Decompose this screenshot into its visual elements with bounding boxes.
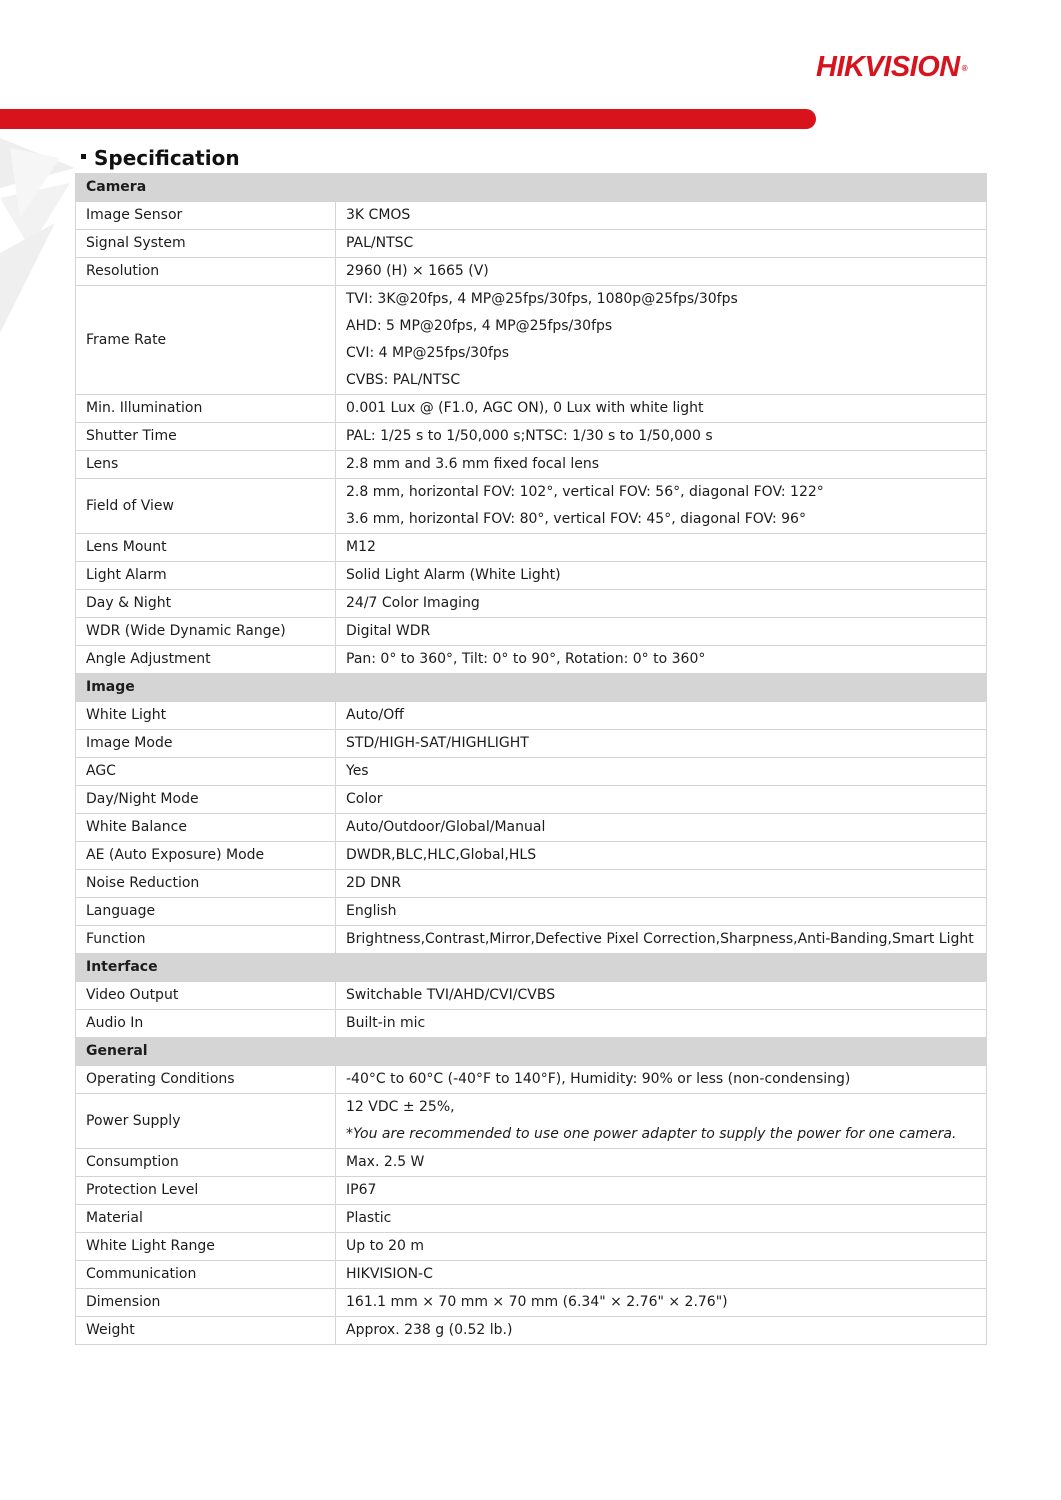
section-heading: General [76, 1038, 987, 1066]
title-bullet-icon [81, 154, 86, 159]
spec-label: Noise Reduction [76, 870, 336, 898]
spec-row [76, 618, 987, 646]
spec-label: Resolution [76, 258, 336, 286]
spec-row [76, 395, 987, 423]
spec-label: White Balance [76, 814, 336, 842]
spec-value: PAL: 1/25 s to 1/50,000 s;NTSC: 1/30 s to 1/50,000 s [336, 423, 987, 451]
spec-row [76, 479, 987, 534]
spec-value-wrapped [336, 926, 987, 954]
spec-label: Min. Illumination [76, 395, 336, 423]
spec-value: Max. 2.5 W [336, 1149, 987, 1177]
spec-value: 0.001 Lux @ (F1.0, AGC ON), 0 Lux with white light [336, 395, 987, 423]
spec-row [76, 1289, 987, 1317]
section-heading: Interface [76, 954, 987, 982]
spec-row [76, 898, 987, 926]
spec-label: Image Sensor [76, 202, 336, 230]
spec-value: -40°C to 60°C (-40°F to 140°F), Humidity: 90% or less (non-condensing) [336, 1066, 987, 1094]
spec-value: Switchable TVI/AHD/CVI/CVBS [336, 982, 987, 1010]
spec-label: White Light [76, 702, 336, 730]
spec-row [76, 1205, 987, 1233]
spec-value: 161.1 mm × 70 mm × 70 mm (6.34" × 2.76" × 2.76") [336, 1289, 987, 1317]
spec-value-note: *You are recommended to use one power adapter to supply the power for one camera. [346, 1126, 957, 1142]
spec-row [76, 1066, 987, 1094]
page-title-text: Specification [94, 146, 240, 170]
spec-value-line: CVI: 4 MP@25fps/30fps [346, 345, 510, 361]
spec-label: Day/Night Mode [76, 786, 336, 814]
spec-row [76, 562, 987, 590]
spec-value: Yes [336, 758, 987, 786]
spec-label: Signal System [76, 230, 336, 258]
spec-value-paragraph: Brightness,Contrast,Mirror,Defective Pixel Correction,Sharpness,Anti-Banding,Smart Light [346, 931, 974, 947]
spec-value: Solid Light Alarm (White Light) [336, 562, 987, 590]
spec-label: Lens Mount [76, 534, 336, 562]
spec-row [76, 451, 987, 479]
spec-value-line: TVI: 3K@20fps, 4 MP@25fps/30fps, 1080p@25fps/30fps [346, 291, 738, 307]
spec-value: DWDR,BLC,HLC,Global,HLS [336, 842, 987, 870]
spec-value: Pan: 0° to 360°, Tilt: 0° to 90°, Rotation: 0° to 360° [336, 646, 987, 674]
spec-label: AGC [76, 758, 336, 786]
spec-label: Video Output [76, 982, 336, 1010]
spec-row [76, 286, 987, 395]
spec-value: Color [336, 786, 987, 814]
spec-label: Image Mode [76, 730, 336, 758]
spec-row [76, 814, 987, 842]
spec-row [76, 590, 987, 618]
spec-value-line: CVBS: PAL/NTSC [346, 372, 461, 388]
spec-value: Plastic [336, 1205, 987, 1233]
spec-row [76, 202, 987, 230]
header-red-bar [0, 109, 816, 129]
section-heading: Image [76, 674, 987, 702]
spec-row [76, 1177, 987, 1205]
section-header-interface [76, 954, 987, 982]
spec-label: Operating Conditions [76, 1066, 336, 1094]
spec-label: Power Supply [76, 1094, 336, 1149]
spec-value-line: 2.8 mm, horizontal FOV: 102°, vertical FOV: 56°, diagonal FOV: 122° [346, 484, 824, 500]
spec-label: Field of View [76, 479, 336, 534]
spec-label: Communication [76, 1261, 336, 1289]
spec-value: 2D DNR [336, 870, 987, 898]
spec-label: Consumption [76, 1149, 336, 1177]
spec-row [76, 870, 987, 898]
decorative-light-rays [0, 128, 75, 338]
spec-value-multiline [336, 479, 987, 534]
spec-value: STD/HIGH-SAT/HIGHLIGHT [336, 730, 987, 758]
spec-label: Dimension [76, 1289, 336, 1317]
hikvision-logo [816, 52, 1016, 86]
spec-row [76, 1094, 987, 1149]
spec-label: Light Alarm [76, 562, 336, 590]
spec-label: Weight [76, 1317, 336, 1345]
spec-row [76, 982, 987, 1010]
spec-value-line: 3.6 mm, horizontal FOV: 80°, vertical FOV: 45°, diagonal FOV: 96° [346, 511, 806, 527]
spec-label: Audio In [76, 1010, 336, 1038]
spec-value: Approx. 238 g (0.52 lb.) [336, 1317, 987, 1345]
spec-row [76, 1317, 987, 1345]
spec-row [76, 1233, 987, 1261]
spec-value-multiline [336, 1094, 987, 1149]
spec-value: Built-in mic [336, 1010, 987, 1038]
spec-row [76, 230, 987, 258]
spec-label: Frame Rate [76, 286, 336, 395]
spec-row [76, 534, 987, 562]
spec-row [76, 1149, 987, 1177]
spec-label: Language [76, 898, 336, 926]
spec-value: Up to 20 m [336, 1233, 987, 1261]
spec-label: AE (Auto Exposure) Mode [76, 842, 336, 870]
registered-mark: ® [961, 64, 968, 73]
spec-label: Material [76, 1205, 336, 1233]
spec-row [76, 730, 987, 758]
spec-label: Shutter Time [76, 423, 336, 451]
spec-value-line: 12 VDC ± 25%, [346, 1099, 455, 1115]
spec-label: Day & Night [76, 590, 336, 618]
spec-value: 24/7 Color Imaging [336, 590, 987, 618]
spec-value: Auto/Outdoor/Global/Manual [336, 814, 987, 842]
spec-label: Function [76, 926, 336, 954]
section-header-image [76, 674, 987, 702]
specification-table [75, 173, 987, 1345]
spec-value-multiline [336, 286, 987, 395]
spec-label: Lens [76, 451, 336, 479]
spec-value: IP67 [336, 1177, 987, 1205]
spec-value: PAL/NTSC [336, 230, 987, 258]
spec-value-line: AHD: 5 MP@20fps, 4 MP@25fps/30fps [346, 318, 613, 334]
spec-row [76, 1261, 987, 1289]
section-header-general [76, 1038, 987, 1066]
spec-label: White Light Range [76, 1233, 336, 1261]
section-heading: Camera [76, 174, 987, 202]
spec-value: M12 [336, 534, 987, 562]
spec-row [76, 842, 987, 870]
spec-row [76, 702, 987, 730]
section-header-camera [76, 174, 987, 202]
spec-label: WDR (Wide Dynamic Range) [76, 618, 336, 646]
spec-value: 3K CMOS [336, 202, 987, 230]
spec-row [76, 1010, 987, 1038]
logo-text: HIKVISION [816, 51, 960, 83]
spec-row [76, 646, 987, 674]
spec-label: Protection Level [76, 1177, 336, 1205]
spec-row [76, 258, 987, 286]
spec-value: HIKVISION-C [336, 1261, 987, 1289]
spec-label: Angle Adjustment [76, 646, 336, 674]
spec-value: 2.8 mm and 3.6 mm fixed focal lens [336, 451, 987, 479]
page-title [81, 144, 240, 172]
spec-row [76, 786, 987, 814]
spec-value: 2960 (H) × 1665 (V) [336, 258, 987, 286]
spec-row [76, 926, 987, 954]
spec-value: Auto/Off [336, 702, 987, 730]
spec-value: English [336, 898, 987, 926]
spec-row [76, 758, 987, 786]
spec-value: Digital WDR [336, 618, 987, 646]
spec-row [76, 423, 987, 451]
